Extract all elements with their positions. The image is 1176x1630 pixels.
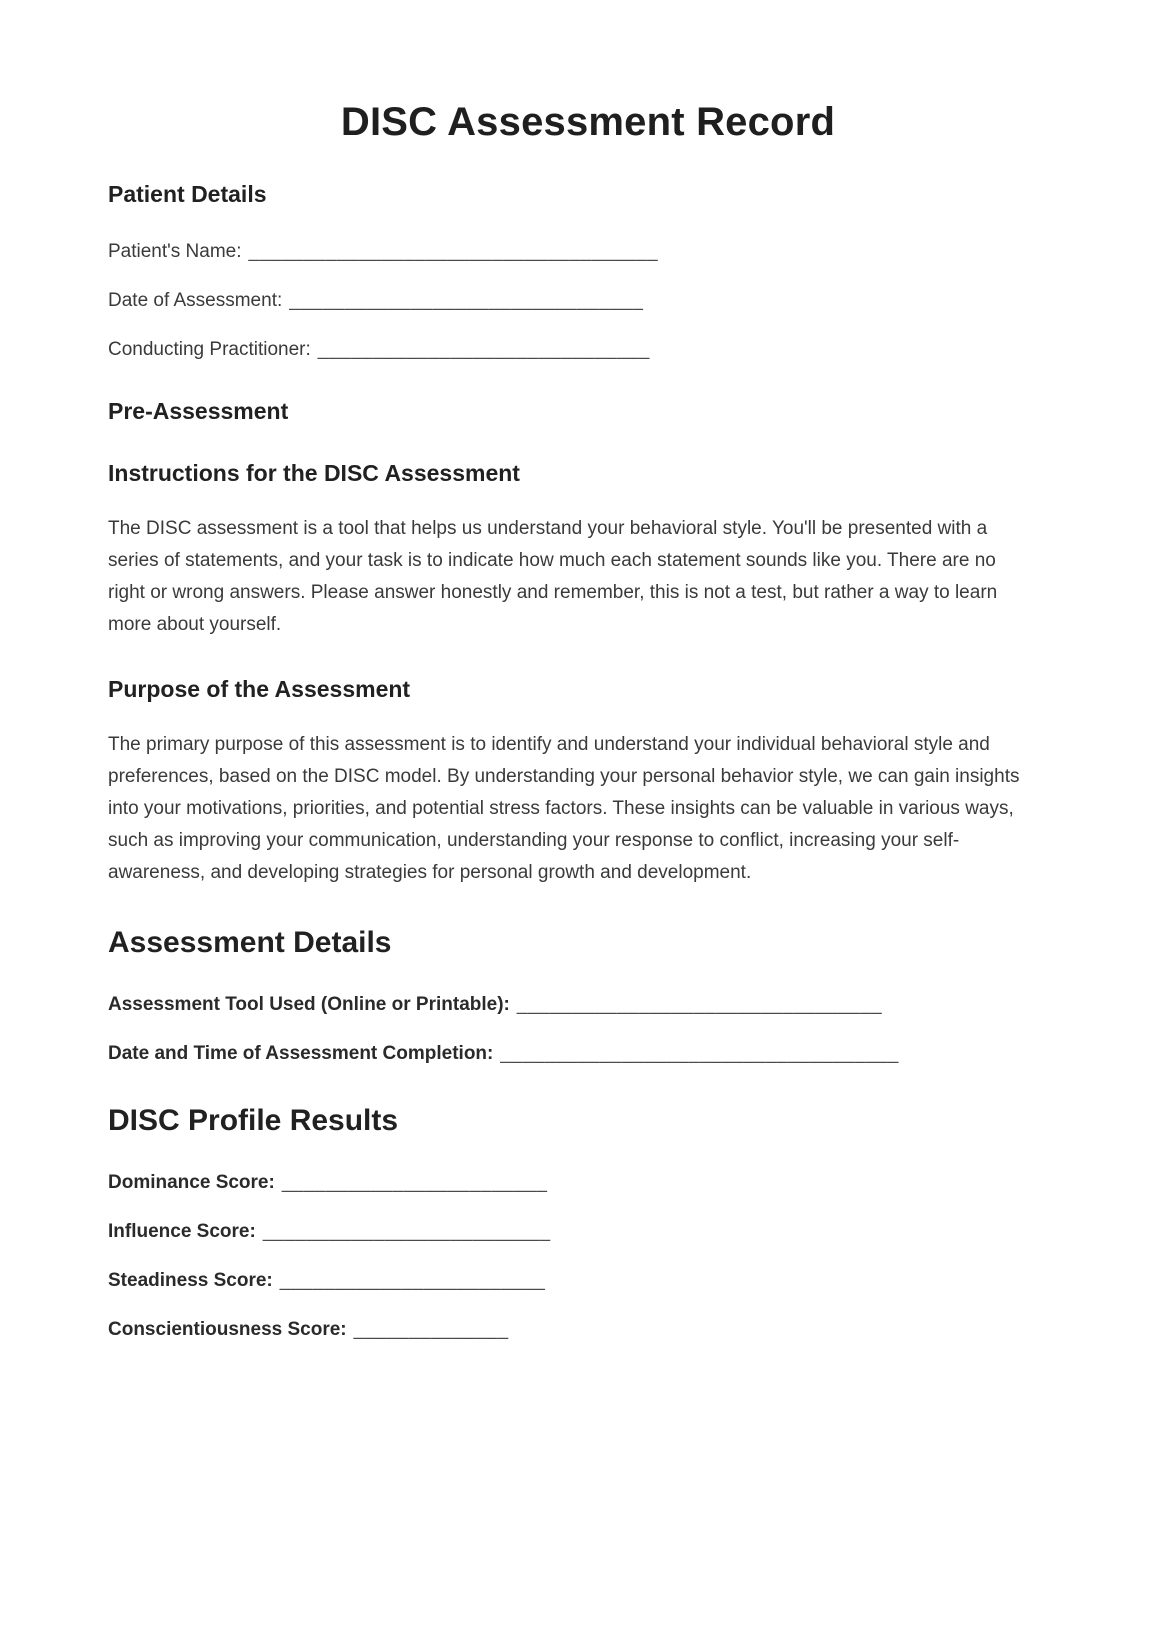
field-assessment-tool-used [108,992,1068,1018]
field-assessment-tool-used-label: Assessment Tool Used (Online or Printable): [108,994,510,1015]
heading-instructions: Instructions for the DISC Assessment [108,460,520,486]
field-date-of-assessment-blank-line: ________________________________ [289,290,644,311]
field-influence-score-blank-line: __________________________ [262,1221,551,1242]
field-conducting-practitioner-label: Conducting Practitioner: [108,339,311,360]
heading-pre-assessment: Pre-Assessment [108,398,289,424]
heading-patient-details: Patient Details [108,181,267,207]
field-patients-name [108,239,1068,265]
field-conducting-practitioner [108,337,1068,363]
field-conscientiousness-score-blank-line: ______________ [353,1319,509,1340]
field-assessment-completion-datetime-blank-line: ____________________________________ [500,1043,899,1064]
field-steadiness-score-label: Steadiness Score: [108,1270,273,1291]
purpose-paragraph: The primary purpose of this assessment is to identify and understand your individual behavioral style and preferences, based on the DISC model. By understanding your personal behavior style, we can gain insights into your motivations, priorities, and potential stress factors. These insights can be valuable in various ways, such as improving your communication, understanding your response to conflict, increasing your self-awareness, and developing strategies for personal growth and development. [108,734,1020,883]
field-patients-name-blank-line: _____________________________________ [248,241,659,262]
heading-assessment-details: Assessment Details [108,926,392,959]
field-influence-score-label: Influence Score: [108,1221,256,1242]
field-steadiness-score [108,1268,1068,1294]
field-date-of-assessment-label: Date of Assessment: [108,290,283,311]
field-assessment-completion-datetime [108,1041,1068,1067]
page-title: DISC Assessment Record [340,100,836,144]
field-influence-score [108,1219,1068,1245]
field-patients-name-label: Patient's Name: [108,241,242,262]
field-assessment-tool-used-blank-line: _________________________________ [516,994,883,1015]
heading-purpose: Purpose of the Assessment [108,676,411,702]
field-conscientiousness-score [108,1317,1068,1343]
field-dominance-score-blank-line: ________________________ [281,1172,548,1193]
field-dominance-score [108,1170,1068,1196]
field-assessment-completion-datetime-label: Date and Time of Assessment Completion: [108,1043,494,1064]
field-conscientiousness-score-label: Conscientiousness Score: [108,1319,347,1340]
field-dominance-score-label: Dominance Score: [108,1172,275,1193]
field-conducting-practitioner-blank-line: ______________________________ [317,339,650,360]
heading-disc-profile-results: DISC Profile Results [108,1104,399,1137]
field-date-of-assessment [108,288,1068,314]
instructions-paragraph: The DISC assessment is a tool that helps us understand your behavioral style. You'll be presented with a series of statements, and your task is to indicate how much each statement sounds like you. There are no right or wrong answers. Please answer honestly and remember, this is not a test, but rather a way to learn more about yourself. [108,518,998,635]
field-steadiness-score-blank-line: ________________________ [279,1270,546,1291]
